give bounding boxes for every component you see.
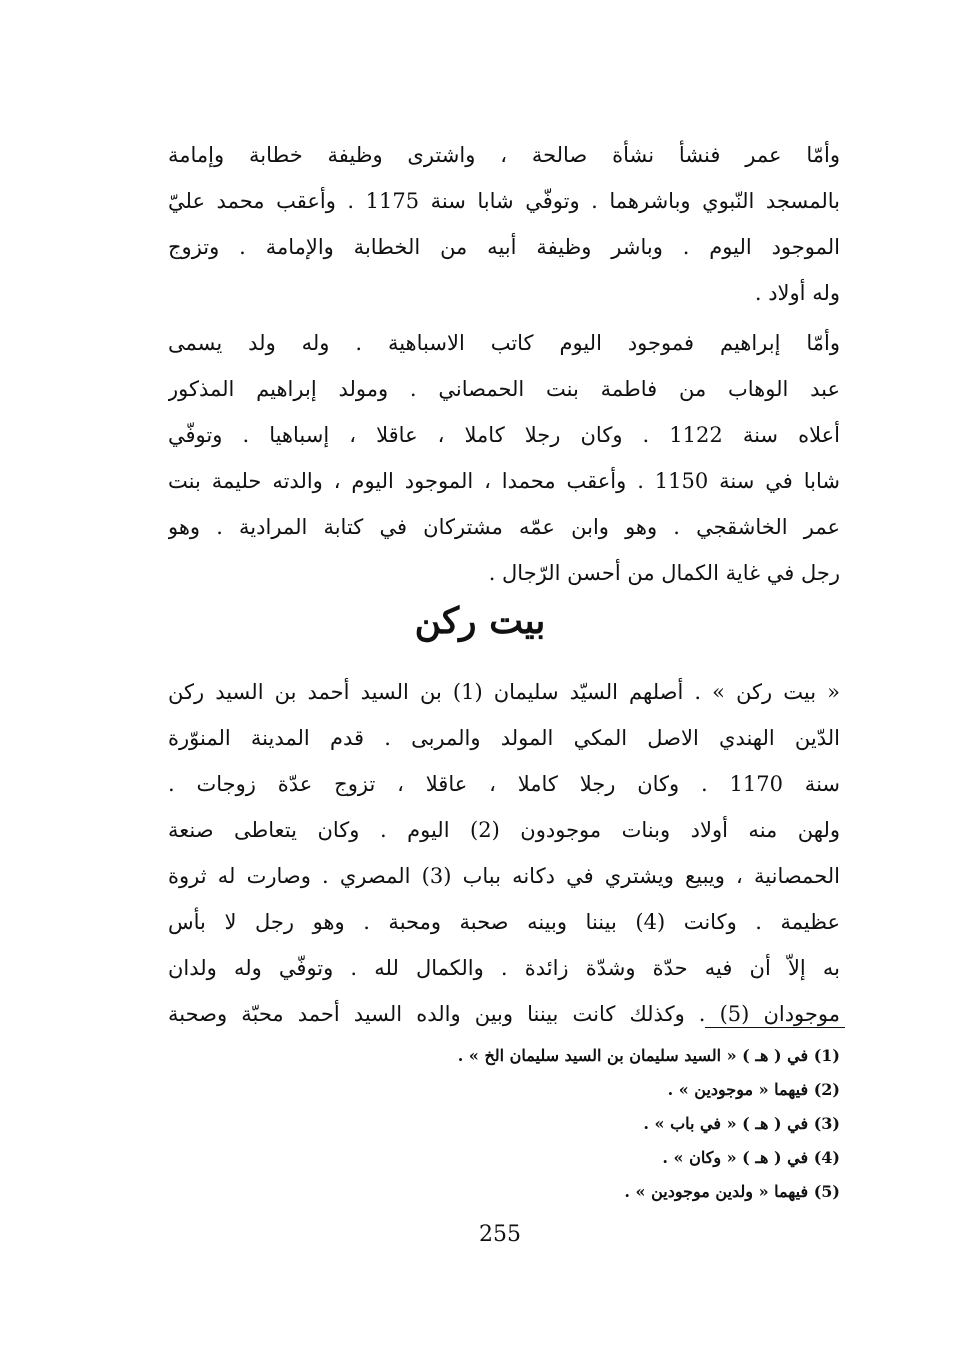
paragraph-line: ولهن منه أولاد وبنات موجودون (2) اليوم . وكان يتعاطى صنعة [168, 818, 840, 842]
paragraph-line: وأمّا عمر فنشأ نشأة صالحة ، واشترى وظيفة خطابة وإمامة [168, 143, 840, 167]
paragraph-line: أعلاه سنة 1122 . وكان رجلا كاملا ، عاقلا ، إسباهيا . وتوفّي [168, 423, 840, 447]
paragraph-line: موجودان (5) . وكذلك كانت بيننا وبين والده السيد أحمد محبّة وصحبة [168, 1002, 840, 1026]
paragraph-line: رجل في غاية الكمال من أحسن الرّجال . [488, 561, 840, 585]
paragraph-line: عظيمة . وكانت (4) بيننا وبينه صحبة ومحبة . وهو رجل لا بأس [168, 910, 840, 934]
footnote-3: (3) في ( هـ ) « في باب » . [643, 1114, 840, 1133]
footnote-5: (5) فيهما « ولدين موجودين » . [624, 1182, 840, 1201]
paragraph-2 [168, 320, 840, 596]
paragraph-line: بالمسجد النّبوي وباشرهما . وتوفّي شابا سنة 1175 . وأعقب محمد عليّ [168, 189, 840, 213]
paragraph-line: سنة 1170 . وكان رجلا كاملا ، عاقلا ، تزوج عدّة زوجات . [168, 772, 840, 796]
paragraph-1 [168, 132, 840, 316]
footnote-1: (1) في ( هـ ) « السيد سليمان بن السيد سليمان الخ » . [457, 1046, 840, 1065]
paragraph-line: وله أولاد . [754, 281, 840, 305]
paragraph-line: عبد الوهاب من فاطمة بنت الحمصاني . ومولد إبراهيم المذكور [168, 377, 840, 401]
paragraph-line: الدّين الهندي الاصل المكي المولد والمربى . قدم المدينة المنوّرة [168, 726, 840, 750]
paragraph-line: الحمصانية ، ويبيع ويشتري في دكانه بباب (3) المصري . وصارت له ثروة [168, 864, 840, 888]
page-number: 255 [479, 1222, 521, 1247]
footnote-divider [705, 1027, 845, 1028]
footnotes [280, 1039, 840, 1209]
paragraph-line: الموجود اليوم . وباشر وظيفة أبيه من الخطابة والإمامة . وتزوج [168, 235, 840, 259]
paragraph-line: عمر الخاشقجي . وهو وابن عمّه مشتركان في كتابة المرادية . وهو [168, 515, 840, 539]
paragraph-line: وأمّا إبراهيم فموجود اليوم كاتب الاسباهية . وله ولد يسمى [168, 331, 840, 355]
paragraph-line: شابا في سنة 1150 . وأعقب محمدا ، الموجود اليوم ، والدته حليمة بنت [168, 469, 840, 493]
paragraph-line: « بيت ركن » . أصلهم السيّد سليمان (1) بن السيد أحمد بن السيد ركن [168, 680, 840, 704]
paragraph-line: به إلاّ أن فيه حدّة وشدّة زائدة . والكمال لله . وتوفّي وله ولدان [168, 956, 840, 980]
paragraph-3 [168, 669, 840, 1037]
footnote-4: (4) في ( هـ ) « وكان » . [662, 1148, 840, 1167]
section-heading: بيت ركن [414, 600, 546, 642]
footnote-2: (2) فيهما « موجودين » . [667, 1080, 840, 1099]
